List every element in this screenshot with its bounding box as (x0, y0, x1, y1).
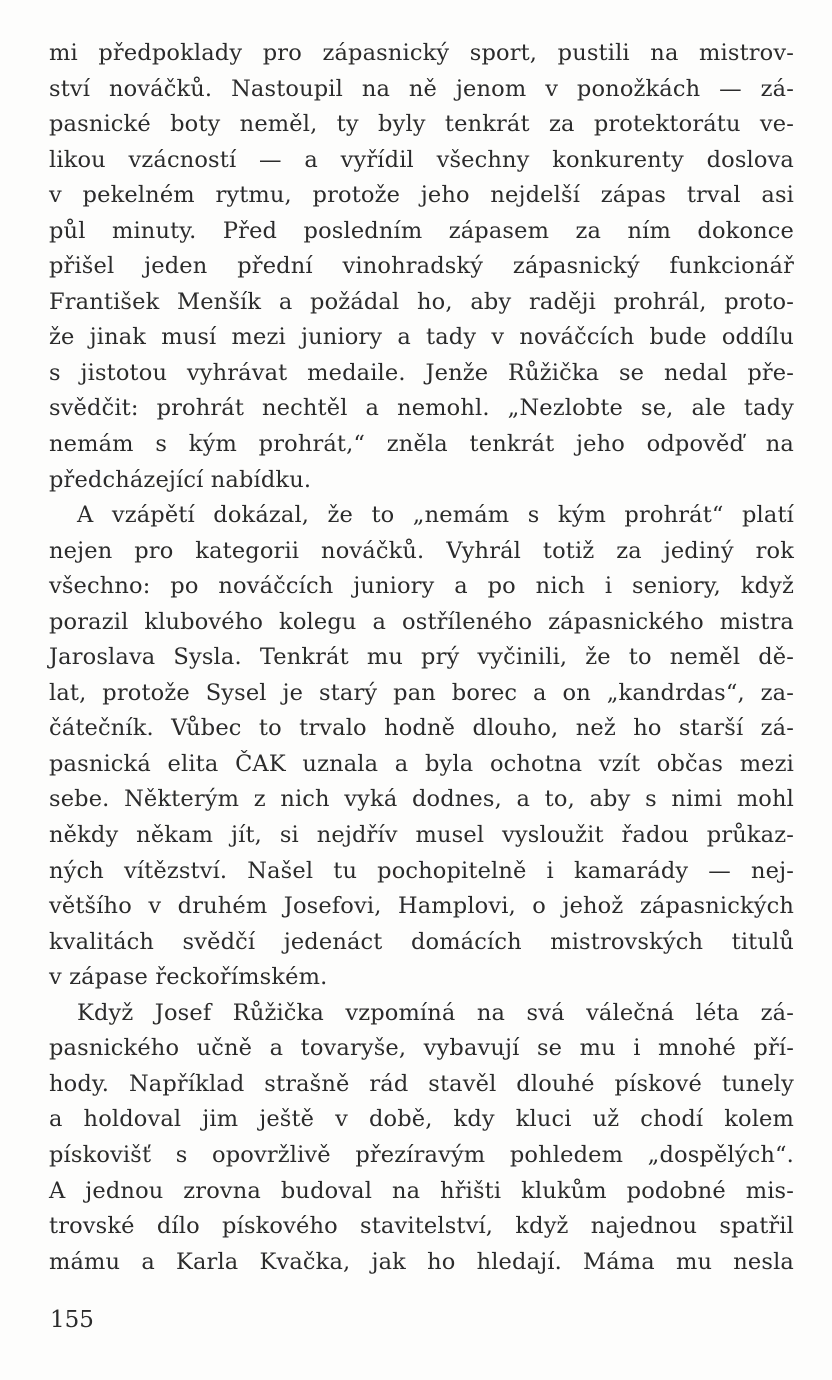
text-line: porazil klubového kolegu a ostříleného zápasnického mistra (49, 608, 794, 635)
text-line: půl minuty. Před posledním zápasem za ním dokonce (49, 217, 794, 244)
text-line: a holdoval jim ještě v době, kdy kluci už chodí kolem (49, 1106, 794, 1133)
page-number: 155 (50, 1307, 94, 1333)
text-line: s jistotou vyhrávat medaile. Jenže Růžička se nedal pře- (49, 359, 794, 386)
text-line: čátečník. Vůbec to trvalo hodně dlouho, než ho starší zá- (49, 715, 794, 742)
text-line: předcházející nabídku. (49, 466, 312, 493)
text-line: mi předpoklady pro zápasnický sport, pustili na mistrov- (49, 40, 794, 66)
text-line: všechno: po nováčcích juniory a po nich i seniory, když (49, 573, 794, 600)
text-line: trovské dílo pískového stavitelství, když najednou spatřil (49, 1213, 794, 1240)
text-line: pískovišť s opovržlivě přezíravým pohledem „dospělých“. (49, 1141, 794, 1168)
text-line: pasnického učně a tovaryše, vybavují se mu i mnohé pří- (49, 1035, 794, 1062)
text-line: lat, protože Sysel je starý pan borec a on „kandrdas“, za- (49, 679, 794, 706)
text-line: A vzápětí dokázal, že to „nemám s kým prohrát“ platí (77, 502, 794, 529)
text-line: Když Josef Růžička vzpomíná na svá válečná léta zá- (77, 999, 794, 1026)
text-line: ství nováčků. Nastoupil na ně jenom v ponožkách — zá- (49, 75, 794, 102)
text-line: nejen pro kategorii nováčků. Vyhrál totiž za jediný rok (49, 537, 794, 564)
text-line: že jinak musí mezi juniory a tady v nováčcích bude oddílu (49, 324, 794, 351)
text-line: pasnická elita ČAK uznala a byla ochotna vzít občas mezi (49, 750, 794, 777)
text-line: kvalitách svědčí jedenáct domácích mistrovských titulů (49, 928, 794, 955)
text-line: pasnické boty neměl, ty byly tenkrát za protektorátu ve- (49, 111, 794, 138)
text-line: sebe. Některým z nich vyká dodnes, a to, aby s nimi mohl (49, 786, 794, 813)
text-line: v pekelném rytmu, protože jeho nejdelší zápas trval asi (49, 182, 794, 209)
text-line: v zápase řeckořímském. (49, 964, 328, 991)
text-line: přišel jeden přední vinohradský zápasnický funkcionář (49, 253, 794, 280)
text-line: František Menšík a požádal ho, aby raději prohrál, proto- (49, 288, 794, 315)
text-line: A jednou zrovna budoval na hřišti klukům podobné mis- (49, 1177, 794, 1204)
text-line: nemám s kým prohrát,“ zněla tenkrát jeho odpověď na (49, 431, 794, 458)
text-line: svědčit: prohrát nechtěl a nemohl. „Nezlobte se, ale tady (49, 395, 794, 422)
text-line: likou vzácností — a vyřídil všechny konkurenty doslova (49, 146, 794, 173)
text-line: většího v druhém Josefovi, Hamplovi, o jehož zápasnických (49, 893, 794, 920)
text-line: hody. Například strašně rád stavěl dlouhé pískové tunely (49, 1070, 794, 1097)
text-line: ných vítězství. Našel tu pochopitelně i kamarády — nej- (49, 857, 794, 884)
body-text (49, 36, 794, 1280)
text-line: mámu a Karla Kvačka, jak ho hledají. Máma mu nesla (49, 1248, 794, 1275)
text-line: Jaroslava Sysla. Tenkrát mu prý vyčinili, že to neměl dě- (49, 644, 794, 671)
text-line: někdy někam jít, si nejdřív musel vysloužit řadou průkaz- (49, 822, 794, 849)
